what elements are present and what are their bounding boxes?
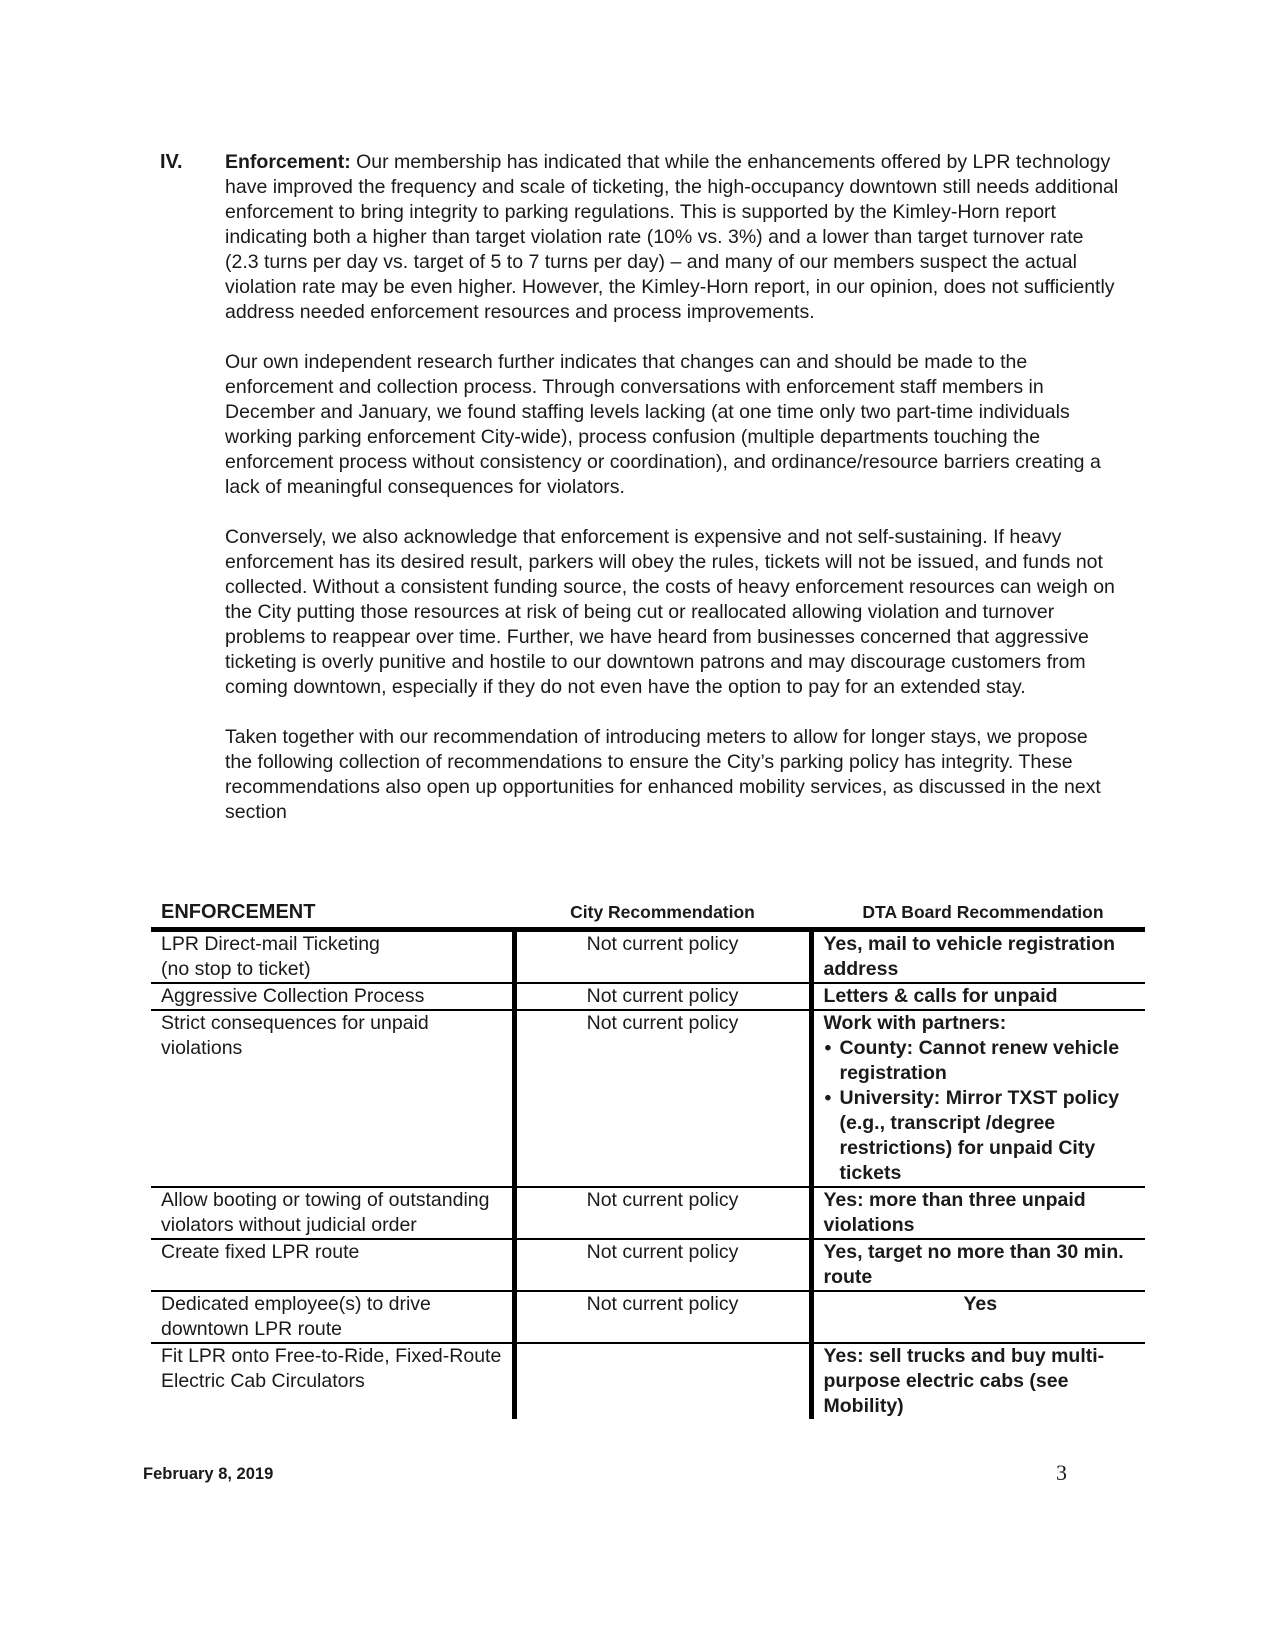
footer-date: February 8, 2019 (143, 1465, 274, 1483)
row-item: Allow booting or towing of outstanding violators without judicial order (161, 1189, 490, 1236)
paragraph-2: Our own independent research further indicates that changes can and should be made to the enforcement and collection process. Through conversations with enforcement staff members in December and January, we found staffing levels lacking (at one time only two part-time individuals working parking enforcement City-wide), process confusion (multiple departments touching the enforcement process without consistency or coordination), and ordinance/resource barriers creating a lack of meaningful consequences for violators. (225, 351, 1101, 498)
dta-bullet-university: • University: Mirror TXST policy (e.g., transcript /degree restrictions) for unpaid City tickets (824, 1086, 1138, 1186)
row-item: Strict consequences for unpaid violations (161, 1012, 429, 1059)
row-dta: Yes, mail to vehicle registration address (823, 933, 1116, 980)
table-row (151, 1187, 1145, 1239)
header-enforcement: ENFORCEMENT (161, 901, 316, 923)
table-row (151, 1291, 1145, 1343)
paragraph-1 (225, 150, 1120, 325)
row-city: Not current policy (514, 983, 811, 1010)
table-row (151, 930, 1145, 984)
section-number: IV. (160, 151, 183, 173)
paragraph-1-text: Our membership has indicated that while the enhancements offered by LPR technology have improved the frequency and scale of ticketing, the high-occupancy downtown still needs additional enforcement to bring integrity to parking regulations. This is supported by the Kimley-Horn report indicating both a higher than target violation rate (10% vs. 3%) and a lower than target turnover rate (2.3 turns per day vs. target of 5 to 7 turns per day) – and many of our members suspect the actual violation rate may be even higher. However, the Kimley-Horn report, in our opinion, does not sufficiently address needed enforcement resources and process improvements. (225, 151, 1119, 323)
paragraph-4: Taken together with our recommendation of introducing meters to allow for longer stays, we propose the following collection of recommendations to ensure the City’s parking policy has integrity. These recommendations also open up opportunities for enhanced mobility services, as discussed in the next section (225, 726, 1101, 823)
row-city: Not current policy (514, 1187, 811, 1239)
row-city: Not current policy (514, 930, 811, 984)
row-item: Aggressive Collection Process (161, 985, 425, 1007)
row-city (514, 1343, 811, 1419)
table-row (151, 983, 1145, 1010)
row-item: LPR Direct-mail Ticketing (no stop to ticket) (161, 933, 380, 980)
paragraph-3: Conversely, we also acknowledge that enforcement is expensive and not self-sustaining. If heavy enforcement has its desired result, parkers will obey the rules, tickets will not be issued, and funds not collected. Without a consistent funding source, the costs of heavy enforcement resources can weigh on the City putting those resources at risk of being cut or reallocated allowing violation and turnover problems to reappear over time. Further, we have heard from businesses concerned that aggressive ticketing is overly punitive and hostile to our downtown patrons and may discourage customers from coming downtown, especially if they do not even have the option to pay for an extended stay. (225, 526, 1115, 698)
row-dta: Yes (963, 1293, 998, 1315)
row-dta: Yes, target no more than 30 min. route (823, 1241, 1124, 1288)
dta-bullet-county: • County: Cannot renew vehicle registration (824, 1036, 1138, 1086)
row-item: Fit LPR onto Free-to-Ride, Fixed-Route Electric Cab Circulators (161, 1345, 502, 1392)
row-dta (811, 1010, 1145, 1187)
row-dta: Letters & calls for unpaid (823, 985, 1058, 1007)
row-city: Not current policy (514, 1291, 811, 1343)
section-heading: Enforcement: (225, 151, 351, 173)
enforcement-table (151, 900, 1145, 1419)
dta-bullet-list (824, 1036, 1138, 1186)
row-dta: Yes: more than three unpaid violations (823, 1189, 1086, 1236)
row-dta-lead: Work with partners: (823, 1012, 1007, 1034)
table-row (151, 1343, 1145, 1419)
header-dta-recommendation: DTA Board Recommendation (862, 902, 1104, 922)
row-dta: Yes: sell trucks and buy multi-purpose electric cabs (see Mobility) (823, 1345, 1105, 1417)
row-city: Not current policy (514, 1239, 811, 1291)
header-city-recommendation: City Recommendation (570, 902, 755, 922)
section-body (225, 150, 1120, 850)
row-city: Not current policy (514, 1010, 811, 1187)
table-row (151, 1239, 1145, 1291)
table-row (151, 1010, 1145, 1187)
row-item: Create fixed LPR route (161, 1241, 360, 1263)
row-item: Dedicated employee(s) to drive downtown LPR route (161, 1293, 431, 1340)
page-number: 3 (1056, 1460, 1067, 1485)
table-header-row (151, 900, 1145, 930)
